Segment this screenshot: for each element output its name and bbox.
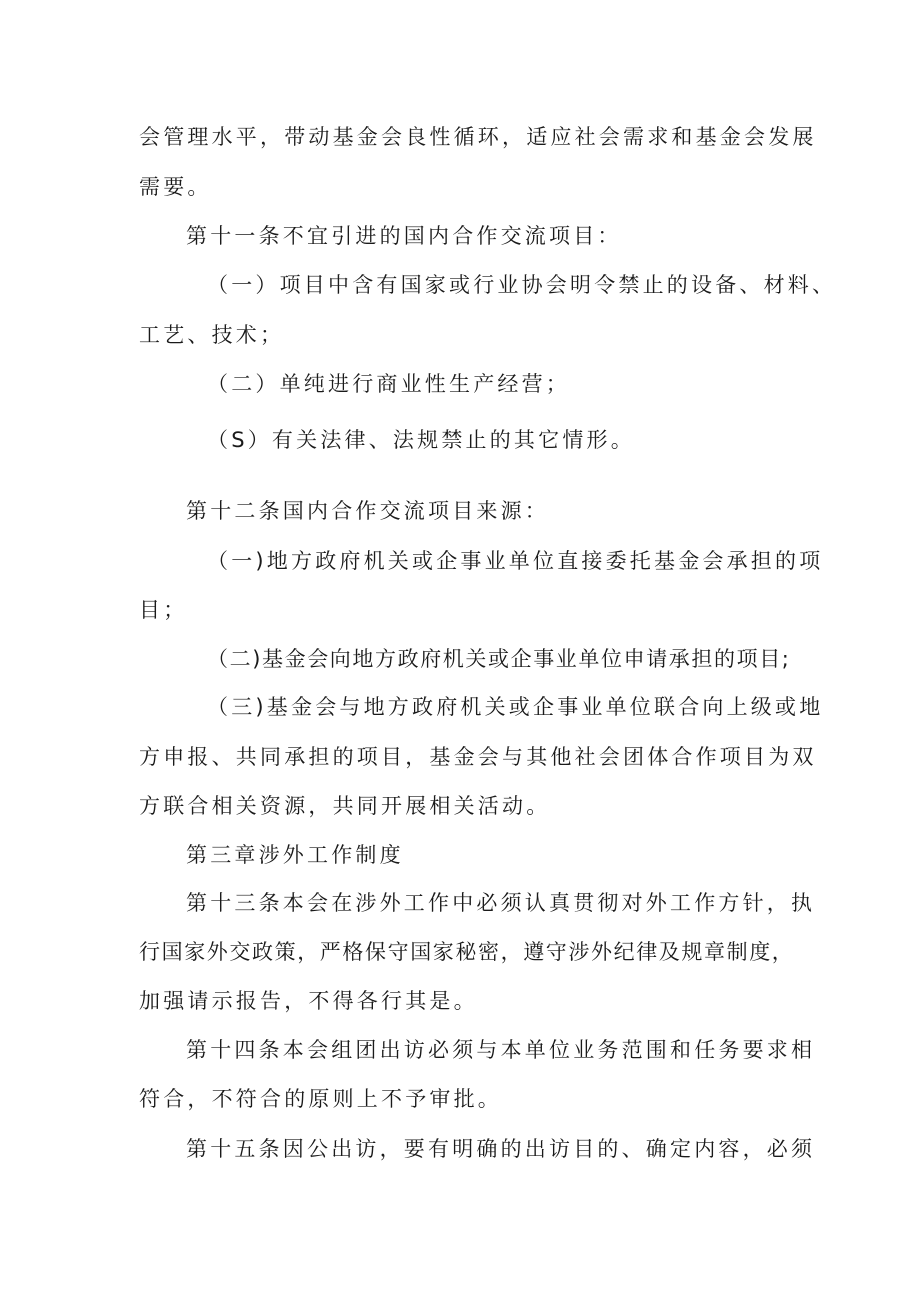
paragraph-line: 目； [139,598,188,622]
article-11-heading: 第十一条不宜引进的国内合作交流项目： [186,224,622,248]
list-item: （一）项目中含有国家或行业协会明令禁止的设备、材料、 [207,273,837,297]
paragraph-line: 需要。 [139,175,212,199]
article-12-heading: 第十二条国内合作交流项目来源： [186,499,549,523]
chapter-3-heading: 第三章涉外工作制度 [186,843,404,867]
paragraph-line: 行国家外交政策，严格保守国家秘密，遵守涉外纪律及规章制度， [139,940,795,964]
article-14-line: 第十四条本会组团出访必须与本单位业务范围和任务要求相 [186,1038,816,1062]
list-item: （S）有关法律、法规禁止的其它情形。 [207,428,635,452]
paragraph-line: 加强请示报告，不得各行其是。 [139,989,478,1013]
paragraph-line: 工艺、技术； [139,323,285,347]
list-item: （二）单纯进行商业性生产经营； [207,372,570,396]
paragraph-line: 方联合相关资源，共同开展相关活动。 [139,794,551,818]
list-item: （二)基金会向地方政府机关或企事业单位申请承担的项目; [207,647,791,671]
paragraph-line: 符合，不符合的原则上不予审批。 [139,1087,502,1111]
paragraph-line: 会管理水平，带动基金会良性循环，适应社会需求和基金会发展 [139,125,817,149]
list-item: （三)基金会与地方政府机关或企事业单位联合向上级或地 [207,695,824,719]
list-item: （一)地方政府机关或企事业单位直接委托基金会承担的项 [207,549,824,573]
article-15-line: 第十五条因公出访，要有明确的出访目的、确定内容，必须 [186,1137,816,1161]
paragraph-line: 方申报、共同承担的项目，基金会与其他社会团体合作项目为双 [139,745,817,769]
article-13-line: 第十三条本会在涉外工作中必须认真贯彻对外工作方针，执 [186,891,816,915]
